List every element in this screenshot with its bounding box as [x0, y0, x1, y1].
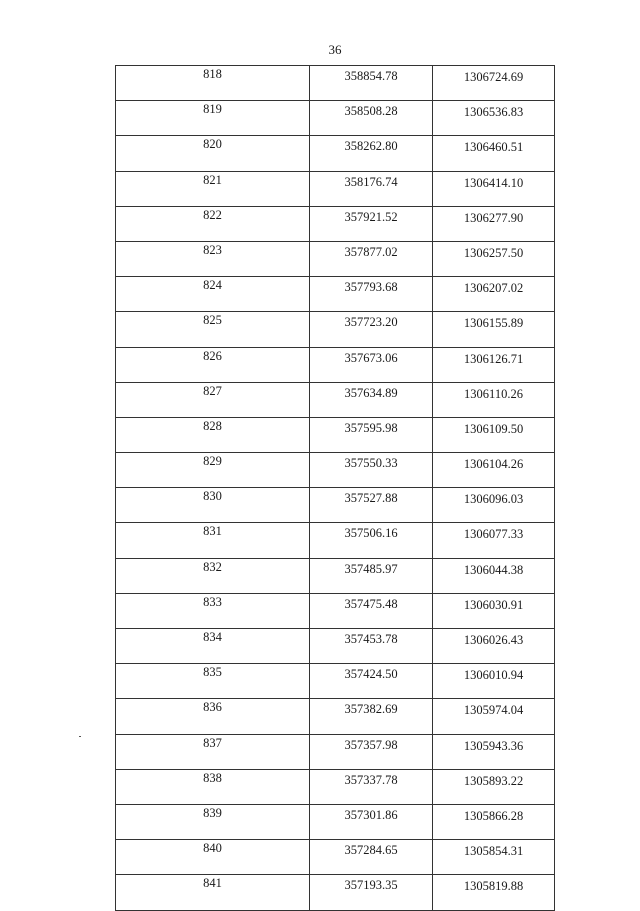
table-row [116, 312, 555, 347]
point-number-cell: 838 [116, 769, 310, 804]
y-coordinate-cell: 1306724.69 [433, 66, 555, 101]
y-coordinate-cell: 1306126.71 [433, 347, 555, 382]
table-row [116, 593, 555, 628]
y-coordinate-cell: 1306277.90 [433, 206, 555, 241]
x-coordinate-cell: 358854.78 [310, 66, 433, 101]
y-coordinate-cell: 1306414.10 [433, 171, 555, 206]
y-coordinate-cell: 1305854.31 [433, 840, 555, 875]
page-number: 36 [328, 42, 342, 57]
x-coordinate-cell: 357921.52 [310, 206, 433, 241]
x-coordinate-cell: 357673.06 [310, 347, 433, 382]
y-coordinate-cell: 1306077.33 [433, 523, 555, 558]
x-coordinate-cell: 357793.68 [310, 277, 433, 312]
table-row [116, 136, 555, 171]
point-number-cell: 823 [116, 241, 310, 276]
point-number-cell: 820 [116, 136, 310, 171]
x-coordinate-cell: 357550.33 [310, 453, 433, 488]
y-coordinate-cell: 1306207.02 [433, 277, 555, 312]
table-row [116, 66, 555, 101]
y-coordinate-cell: 1306044.38 [433, 558, 555, 593]
y-coordinate-cell: 1306096.03 [433, 488, 555, 523]
point-number-cell: 836 [116, 699, 310, 734]
point-number-cell: 839 [116, 804, 310, 839]
table-row [116, 840, 555, 875]
point-number-cell: 819 [116, 101, 310, 136]
point-number-cell: 822 [116, 206, 310, 241]
point-number-cell: 828 [116, 417, 310, 452]
x-coordinate-cell: 357475.48 [310, 593, 433, 628]
point-number-cell: 833 [116, 593, 310, 628]
y-coordinate-cell: 1305974.04 [433, 699, 555, 734]
y-coordinate-cell: 1306257.50 [433, 241, 555, 276]
point-number-cell: 824 [116, 277, 310, 312]
coordinates-table [115, 65, 555, 911]
table-row [116, 417, 555, 452]
point-number-cell: 818 [116, 66, 310, 101]
point-number-cell: 834 [116, 629, 310, 664]
table-row [116, 453, 555, 488]
point-number-cell: 826 [116, 347, 310, 382]
x-coordinate-cell: 357877.02 [310, 241, 433, 276]
table-row [116, 629, 555, 664]
y-coordinate-cell: 1306026.43 [433, 629, 555, 664]
x-coordinate-cell: 357301.86 [310, 804, 433, 839]
table-row [116, 488, 555, 523]
point-number-cell: 835 [116, 664, 310, 699]
point-number-cell: 840 [116, 840, 310, 875]
point-number-cell: 837 [116, 734, 310, 769]
y-coordinate-cell: 1306104.26 [433, 453, 555, 488]
x-coordinate-cell: 357527.88 [310, 488, 433, 523]
x-coordinate-cell: 357284.65 [310, 840, 433, 875]
x-coordinate-cell: 357595.98 [310, 417, 433, 452]
table-row [116, 523, 555, 558]
point-number-cell: 829 [116, 453, 310, 488]
table-row [116, 664, 555, 699]
x-coordinate-cell: 357193.35 [310, 875, 433, 910]
table-row [116, 382, 555, 417]
point-number-cell: 831 [116, 523, 310, 558]
point-number-cell: 830 [116, 488, 310, 523]
x-coordinate-cell: 358176.74 [310, 171, 433, 206]
x-coordinate-cell: 357453.78 [310, 629, 433, 664]
y-coordinate-cell: 1306155.89 [433, 312, 555, 347]
x-coordinate-cell: 357337.78 [310, 769, 433, 804]
x-coordinate-cell: 358262.80 [310, 136, 433, 171]
x-coordinate-cell: 357382.69 [310, 699, 433, 734]
y-coordinate-cell: 1305893.22 [433, 769, 555, 804]
table-row [116, 171, 555, 206]
x-coordinate-cell: 357634.89 [310, 382, 433, 417]
y-coordinate-cell: 1306460.51 [433, 136, 555, 171]
table-row [116, 277, 555, 312]
x-coordinate-cell: 358508.28 [310, 101, 433, 136]
point-number-cell: 821 [116, 171, 310, 206]
coordinates-table-body [116, 66, 555, 911]
point-number-cell: 841 [116, 875, 310, 910]
y-coordinate-cell: 1306030.91 [433, 593, 555, 628]
y-coordinate-cell: 1305943.36 [433, 734, 555, 769]
stray-mark [79, 736, 81, 737]
table-row [116, 734, 555, 769]
y-coordinate-cell: 1305819.88 [433, 875, 555, 910]
table-row [116, 241, 555, 276]
y-coordinate-cell: 1306536.83 [433, 101, 555, 136]
x-coordinate-cell: 357485.97 [310, 558, 433, 593]
table-row [116, 699, 555, 734]
x-coordinate-cell: 357424.50 [310, 664, 433, 699]
x-coordinate-cell: 357357.98 [310, 734, 433, 769]
table-row [116, 769, 555, 804]
x-coordinate-cell: 357506.16 [310, 523, 433, 558]
point-number-cell: 827 [116, 382, 310, 417]
point-number-cell: 832 [116, 558, 310, 593]
table-row [116, 101, 555, 136]
y-coordinate-cell: 1306109.50 [433, 417, 555, 452]
table-row [116, 558, 555, 593]
y-coordinate-cell: 1306010.94 [433, 664, 555, 699]
y-coordinate-cell: 1305866.28 [433, 804, 555, 839]
x-coordinate-cell: 357723.20 [310, 312, 433, 347]
y-coordinate-cell: 1306110.26 [433, 382, 555, 417]
point-number-cell: 825 [116, 312, 310, 347]
table-row [116, 206, 555, 241]
table-row [116, 804, 555, 839]
table-row [116, 347, 555, 382]
